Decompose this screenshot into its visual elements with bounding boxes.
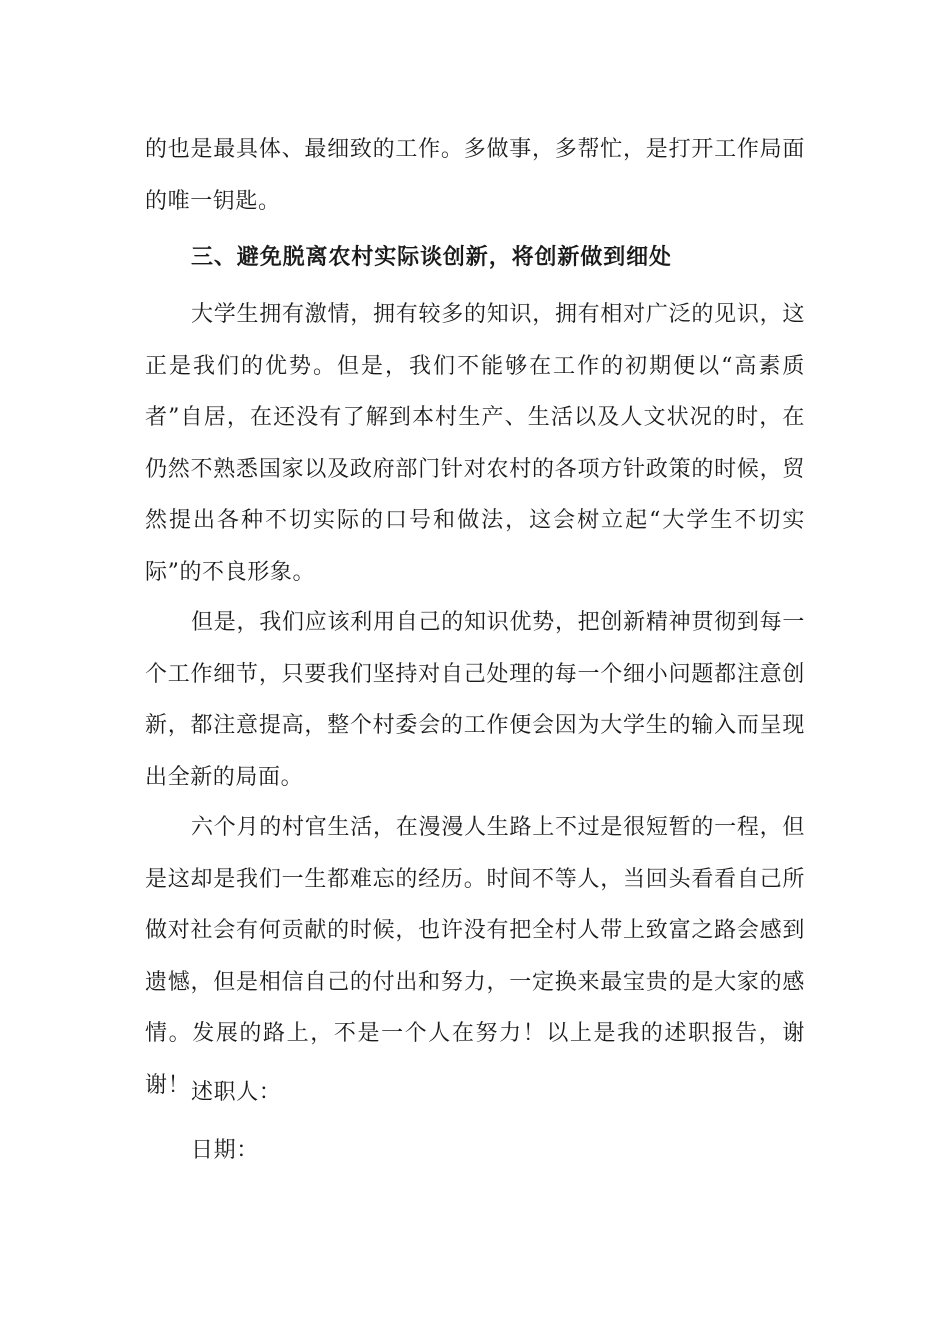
signature-label: 述职人： bbox=[191, 1080, 282, 1105]
body-paragraph-2: 但是，我们应该利用自己的知识优势，把创新精神贯彻到每一个工作细节，只要我们坚持对自己处理的每一个细小问题都注意创新，都注意提高，整个村委会的工作便会因为大学生的输入而呈现出全新的局面。 bbox=[145, 610, 805, 790]
body-paragraph-1: 大学生拥有激情，拥有较多的知识，拥有相对广泛的见识，这正是我们的优势。但是，我们不能够在工作的初期便以“高素质者”自居，在还没有了解到本村生产、生活以及人文状况的时，在仍然不熟悉国家以及政府部门针对农村的各项方针政策的时候，贸然提出各种不切实际的口号和做法，这会树立起“大学生不切实际”的不良形象。 bbox=[145, 302, 805, 585]
continued-paragraph: 的也是最具体、最细致的工作。多做事，多帮忙，是打开工作局面的唯一钥匙。 bbox=[145, 137, 805, 214]
body-paragraph-3: 六个月的村官生活，在漫漫人生路上不过是很短暂的一程，但是这却是我们一生都难忘的经历。时间不等人，当回头看看自己所做对社会有何贡献的时候，也许没有把全村人带上致富之路会感到遗憾，但是相信自己的付出和努力，一定换来最宝贵的是大家的感情。发展的路上，不是一个人在努力！以上是我的述职报告，谢谢！ bbox=[145, 815, 805, 1098]
date-label: 日期： bbox=[191, 1138, 259, 1163]
section-heading: 三、避免脱离农村实际谈创新，将创新做到细处 bbox=[191, 244, 672, 270]
